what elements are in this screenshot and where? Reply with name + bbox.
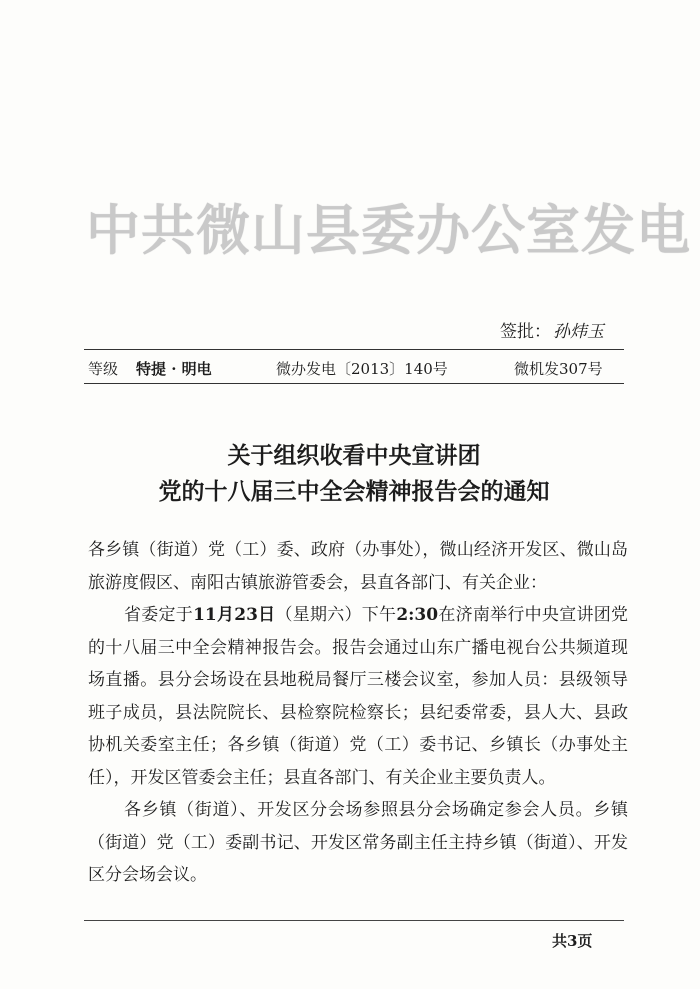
- signer-signature: 孙炜玉: [553, 322, 604, 342]
- notice-title: [84, 438, 624, 510]
- document-number: 微办发电〔2013〕140号: [276, 360, 448, 378]
- meta-row: [88, 356, 624, 380]
- signer-label: 签批：: [500, 322, 551, 342]
- signer-line: [500, 317, 604, 342]
- header-rule-bottom: [84, 383, 624, 384]
- para1-text-c: 在济南举行中央宣讲团党的十八届三中全会精神报告会。报告会通过山东广播电视台公共频道现场直播。县分会场设在县地税局餐厅三楼会议室，参加人员：县级领导班子成员，县法院院长、县检察院检察长；县纪委常委，县人大、县政协机关委室主任；各乡镇（街道）党（工）委书记、乡镇长（办事处主任），开发区管委会主任；县直各部门、有关企业主要负责人。: [88, 605, 628, 788]
- paragraph-2: 各乡镇（街道）、开发区分会场参照县分会场确定参会人员。乡镇（街道）党（工）委副书记、开发区常务副主任主持乡镇（街道）、开发区分会场会议。: [88, 800, 628, 885]
- meeting-time: 2:30: [396, 605, 439, 625]
- level-value: 特提 · 明电: [136, 360, 212, 378]
- header-rule-top: [84, 349, 624, 350]
- level-label: 等级: [88, 360, 119, 378]
- meeting-date: 11月23日: [193, 605, 276, 625]
- para1-text-b: （星期六）下午: [275, 605, 397, 625]
- footer-rule: [84, 920, 624, 921]
- paragraph-1: [88, 599, 628, 794]
- notice-body: [88, 534, 628, 892]
- para1-text-a: 省委定于: [124, 605, 194, 625]
- addressees: 各乡镇（街道）党（工）委、政府（办事处），微山经济开发区、微山岛旅游度假区、南阳古镇旅游管委会，县直各部门、有关企业：: [88, 540, 628, 593]
- title-line-2: 党的十八届三中全会精神报告会的通知: [158, 478, 550, 505]
- masthead-title: 中共微山县委办公室发电: [86, 198, 691, 262]
- machine-number: 微机发307号: [514, 360, 603, 378]
- title-line-1: 关于组织收看中央宣讲团: [227, 442, 481, 469]
- page-count: 共3页: [552, 932, 593, 950]
